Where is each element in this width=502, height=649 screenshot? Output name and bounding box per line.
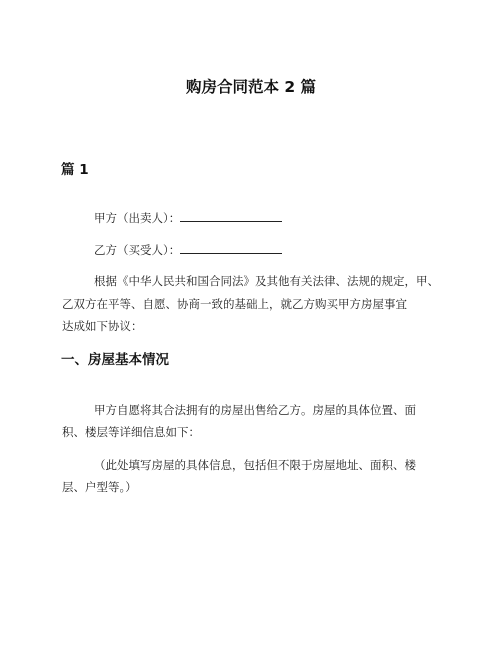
party-b-label: 乙方（买受人）： <box>94 243 181 257</box>
section1-p1-line-1: 甲方自愿将其合法拥有的房屋出售给乙方。房屋的具体位置、面 <box>94 403 416 417</box>
section1-p2-line-2: 层、户型等。） <box>62 480 137 494</box>
party-a-line <box>94 207 282 230</box>
party-b-blank <box>180 241 282 254</box>
intro-line-3: 达成如下协议： <box>62 319 143 333</box>
party-a-blank <box>180 209 282 222</box>
intro-line-1: 根据《中华人民共和国合同法》及其他有关法律、法规的规定，甲、 <box>94 274 439 288</box>
section-heading: 一、房屋基本情况 <box>61 352 169 368</box>
section1-p2-line-1: （此处填写房屋的具体信息，包括但不限于房屋地址、面积、楼 <box>94 458 416 472</box>
section1-p1-line-2: 积、楼层等详细信息如下： <box>62 425 200 439</box>
party-b-line <box>94 239 282 262</box>
document-title: 购房合同范本 2 篇 <box>185 78 317 96</box>
intro-line-2: 乙双方在平等、自愿、协商一致的基础上，就乙方购买甲方房屋事宜 <box>62 297 407 311</box>
party-a-label: 甲方（出卖人）： <box>94 211 181 225</box>
part-heading: 篇 1 <box>61 162 89 178</box>
